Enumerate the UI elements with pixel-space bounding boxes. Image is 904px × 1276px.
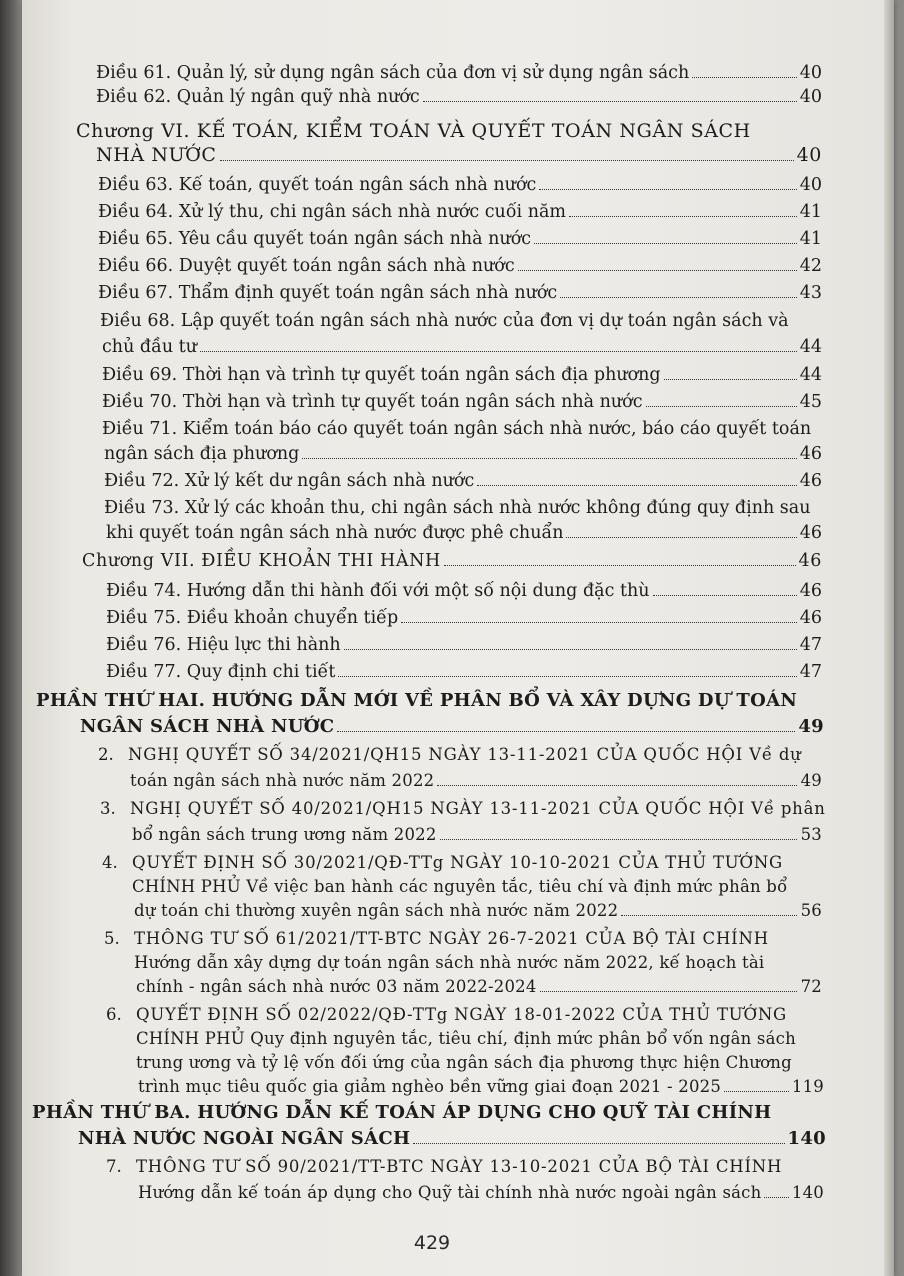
toc-doc-6-title[interactable]: QUYẾT ĐỊNH SỐ 02/2022/QĐ-TTg NGÀY 18-01-2022 CỦA THỦ TƯỚNG: [136, 1005, 788, 1024]
toc-entry-page: 53: [800, 825, 822, 844]
toc-entry-page: 46: [798, 551, 822, 571]
toc-entry-label: Điều 63. Kế toán, quyết toán ngân sách nhà nước: [98, 175, 537, 195]
toc-entry-article-69[interactable]: [102, 364, 822, 386]
toc-leader-dots: [566, 537, 796, 538]
toc-leader-dots: [477, 485, 796, 486]
toc-leader-dots: [692, 77, 796, 78]
toc-entry-page: 44: [799, 337, 822, 357]
toc-entry-article-77[interactable]: [106, 661, 822, 683]
toc-entry-chapter-6[interactable]: [96, 144, 822, 166]
toc-leader-dots: [423, 101, 797, 102]
page-edge: [884, 0, 894, 1276]
toc-leader-dots: [518, 270, 797, 271]
toc-entry-page: 46: [799, 471, 822, 491]
toc-entry-page: 41: [799, 229, 822, 249]
toc-entry-article-71[interactable]: [104, 443, 822, 465]
toc-leader-dots: [338, 676, 796, 677]
toc-entry-label: Điều 67. Thẩm định quyết toán ngân sách nhà nước: [98, 283, 558, 303]
toc-entry-article-66[interactable]: [98, 255, 822, 277]
toc-doc-2-title[interactable]: NGHỊ QUYẾT SỐ 34/2021/QH15 NGÀY 13-11-2021 CỦA QUỐC HỘI Về dự: [128, 745, 802, 764]
toc-doc-index: 7.: [106, 1157, 122, 1176]
toc-leader-dots: [444, 565, 796, 566]
toc-entry-page: 46: [799, 444, 822, 464]
toc-leader-dots: [302, 458, 796, 459]
toc-doc-4-title[interactable]: QUYẾT ĐỊNH SỐ 30/2021/QĐ-TTg NGÀY 10-10-2021 CỦA THỦ TƯỚNG: [132, 853, 784, 872]
toc-entry-page: 46: [799, 581, 822, 601]
toc-entry-article-67[interactable]: [98, 282, 822, 304]
toc-entry-doc-3[interactable]: [132, 824, 822, 846]
toc-entry-label: khi quyết toán ngân sách nhà nước được phê chuẩn: [106, 523, 564, 543]
toc-entry-page: 47: [799, 635, 822, 655]
toc-leader-dots: [344, 649, 797, 650]
toc-entry-doc-7[interactable]: [138, 1182, 824, 1204]
toc-doc-7-title[interactable]: THÔNG TƯ SỐ 90/2021/TT-BTC NGÀY 13-10-2021 CỦA BỘ TÀI CHÍNH: [136, 1157, 783, 1176]
toc-entry-label: Điều 66. Duyệt quyết toán ngân sách nhà nước: [98, 256, 515, 276]
toc-leader-dots: [413, 1143, 784, 1144]
toc-doc-index: 2.: [98, 745, 114, 764]
toc-entry-label: NHÀ NƯỚC: [96, 144, 217, 166]
toc-leader-dots: [337, 731, 795, 732]
toc-entry-label: Hướng dẫn kế toán áp dụng cho Quỹ tài chính nhà nước ngoài ngân sách: [138, 1183, 762, 1202]
toc-entry-article-61[interactable]: [96, 62, 822, 84]
toc-doc-6-line2: CHÍNH PHỦ Quy định nguyên tắc, tiêu chí, định mức phân bổ vốn ngân sách: [136, 1029, 796, 1048]
toc-entry-page: 40: [799, 87, 822, 107]
toc-entry-doc-5[interactable]: [136, 976, 822, 998]
toc-doc-index: 3.: [100, 799, 116, 818]
toc-entry-article-72[interactable]: [104, 470, 822, 492]
toc-leader-dots: [664, 379, 797, 380]
toc-entry-label: bổ ngân sách trung ương năm 2022: [132, 825, 437, 844]
toc-entry-page: 119: [791, 1077, 824, 1096]
toc-entry-label: chính - ngân sách nhà nước 03 năm 2022-2024: [136, 977, 537, 996]
toc-entry-article-70[interactable]: [102, 391, 822, 413]
toc-entry-label: dự toán chi thường xuyên ngân sách nhà nước năm 2022: [134, 901, 619, 920]
toc-entry-page: 46: [799, 608, 822, 628]
toc-entry-article-65[interactable]: [98, 228, 822, 250]
toc-article-68-line1[interactable]: Điều 68. Lập quyết toán ngân sách nhà nước của đơn vị dự toán ngân sách và: [100, 311, 789, 331]
toc-leader-dots: [764, 1197, 788, 1198]
toc-entry-doc-2[interactable]: [130, 770, 822, 792]
toc-entry-label: Điều 77. Quy định chi tiết: [106, 662, 336, 682]
toc-doc-index: 4.: [102, 853, 118, 872]
toc-entry-article-63[interactable]: [98, 174, 822, 196]
toc-leader-dots: [621, 915, 797, 916]
toc-doc-index: 6.: [106, 1005, 122, 1024]
toc-entry-label: ngân sách địa phương: [104, 444, 300, 464]
toc-entry-doc-4[interactable]: [134, 900, 822, 922]
toc-entry-label: toán ngân sách nhà nước năm 2022: [130, 771, 435, 790]
toc-entry-page: 49: [798, 716, 824, 737]
toc-part-2-title[interactable]: PHẦN THỨ HAI. HƯỚNG DẪN MỚI VỀ PHÂN BỔ VÀ XÂY DỰNG DỰ TOÁN: [36, 690, 798, 711]
toc-leader-dots: [653, 595, 797, 596]
toc-leader-dots: [560, 297, 797, 298]
toc-entry-page: 56: [800, 901, 822, 920]
toc-leader-dots: [539, 189, 796, 190]
toc-doc-5-title[interactable]: THÔNG TƯ SỐ 61/2021/TT-BTC NGÀY 26-7-2021 CỦA BỘ TÀI CHÍNH: [134, 929, 769, 948]
toc-entry-label: Điều 70. Thời hạn và trình tự quyết toán ngân sách nhà nước: [102, 392, 643, 412]
toc-leader-dots: [200, 351, 797, 352]
toc-entry-article-74[interactable]: [106, 580, 822, 602]
toc-doc-index: 5.: [104, 929, 120, 948]
toc-entry-page: 72: [800, 977, 822, 996]
toc-entry-label: chủ đầu tư: [102, 337, 197, 357]
toc-part-3-title[interactable]: PHẦN THỨ BA. HƯỚNG DẪN KẾ TOÁN ÁP DỤNG CHO QUỸ TÀI CHÍNH: [32, 1102, 772, 1123]
toc-entry-label: Điều 64. Xử lý thu, chi ngân sách nhà nước cuối năm: [98, 202, 566, 222]
toc-doc-6-line3: trung ương và tỷ lệ vốn đối ứng của ngân sách địa phương thực hiện Chương: [136, 1053, 792, 1072]
toc-entry-page: 140: [787, 1128, 826, 1149]
toc-entry-page: 40: [796, 144, 822, 166]
toc-entry-label: NGÂN SÁCH NHÀ NƯỚC: [80, 716, 335, 737]
toc-entry-part-3[interactable]: [78, 1128, 826, 1150]
toc-leader-dots: [569, 216, 797, 217]
toc-article-71-line1[interactable]: Điều 71. Kiểm toán báo cáo quyết toán ngân sách nhà nước, báo cáo quyết toán: [102, 419, 812, 439]
toc-entry-page: 42: [799, 256, 822, 276]
toc-leader-dots: [540, 991, 797, 992]
toc-entry-article-76[interactable]: [106, 634, 822, 656]
toc-entry-label: Điều 74. Hướng dẫn thi hành đối với một số nội dung đặc thù: [106, 581, 650, 601]
toc-entry-label: Điều 65. Yêu cầu quyết toán ngân sách nhà nước: [98, 229, 532, 249]
toc-chapter-6-title[interactable]: Chương VI. KẾ TOÁN, KIỂM TOÁN VÀ QUYẾT TOÁN NGÂN SÁCH: [76, 120, 751, 142]
toc-entry-page: 45: [799, 392, 822, 412]
toc-entry-chapter-7[interactable]: [82, 550, 822, 572]
toc-entry-part-2[interactable]: [80, 716, 824, 738]
toc-leader-dots: [401, 622, 797, 623]
toc-doc-4-line2: CHÍNH PHỦ Về việc ban hành các nguyên tắc, tiêu chí và định mức phân bổ: [132, 877, 788, 896]
toc-entry-page: 47: [799, 662, 822, 682]
toc-leader-dots: [724, 1091, 789, 1092]
toc-entry-label: NHÀ NƯỚC NGOÀI NGÂN SÁCH: [78, 1128, 411, 1149]
toc-entry-page: 41: [799, 202, 822, 222]
toc-entry-page: 43: [799, 283, 822, 303]
toc-entry-label: Điều 76. Hiệu lực thi hành: [106, 635, 341, 655]
toc-entry-label: Chương VII. ĐIỀU KHOẢN THI HÀNH: [82, 551, 441, 571]
toc-entry-page: 140: [791, 1183, 824, 1202]
toc-entry-article-73[interactable]: [106, 522, 822, 544]
toc-leader-dots: [534, 243, 797, 244]
toc-entry-label: Điều 75. Điều khoản chuyển tiếp: [106, 608, 399, 628]
toc-entry-doc-6[interactable]: [138, 1076, 824, 1098]
toc-leader-dots: [437, 785, 797, 786]
toc-entry-page: 40: [799, 175, 822, 195]
toc-entry-article-75[interactable]: [106, 607, 822, 629]
toc-leader-dots: [220, 160, 794, 161]
toc-entry-page: 46: [799, 523, 822, 543]
toc-doc-5-line2: Hướng dẫn xây dựng dự toán ngân sách nhà nước năm 2022, kế hoạch tài: [134, 953, 765, 972]
toc-entry-label: Điều 61. Quản lý, sử dụng ngân sách của đơn vị sử dụng ngân sách: [96, 63, 690, 83]
toc-leader-dots: [440, 839, 797, 840]
book-page: [22, 0, 894, 1276]
toc-entry-page: 49: [800, 771, 822, 790]
toc-entry-article-64[interactable]: [98, 201, 822, 223]
toc-entry-label: Điều 62. Quản lý ngân quỹ nhà nước: [96, 87, 420, 107]
toc-entry-label: trình mục tiêu quốc gia giảm nghèo bền vững giai đoạn 2021 - 2025: [138, 1077, 722, 1096]
toc-entry-page: 44: [799, 365, 822, 385]
toc-doc-3-title[interactable]: NGHỊ QUYẾT SỐ 40/2021/QH15 NGÀY 13-11-2021 CỦA QUỐC HỘI Về phân: [130, 799, 826, 818]
page-number: 429: [413, 1232, 451, 1254]
toc-entry-article-62[interactable]: [96, 86, 822, 108]
toc-entry-label: Điều 72. Xử lý kết dư ngân sách nhà nước: [104, 471, 475, 491]
toc-entry-article-68[interactable]: [102, 336, 822, 358]
toc-entry-page: 40: [799, 63, 822, 83]
toc-entry-label: Điều 69. Thời hạn và trình tự quyết toán ngân sách địa phương: [102, 365, 661, 385]
toc-leader-dots: [646, 406, 797, 407]
toc-article-73-line1[interactable]: Điều 73. Xử lý các khoản thu, chi ngân sách nhà nước không đúng quy định sau: [104, 498, 811, 518]
